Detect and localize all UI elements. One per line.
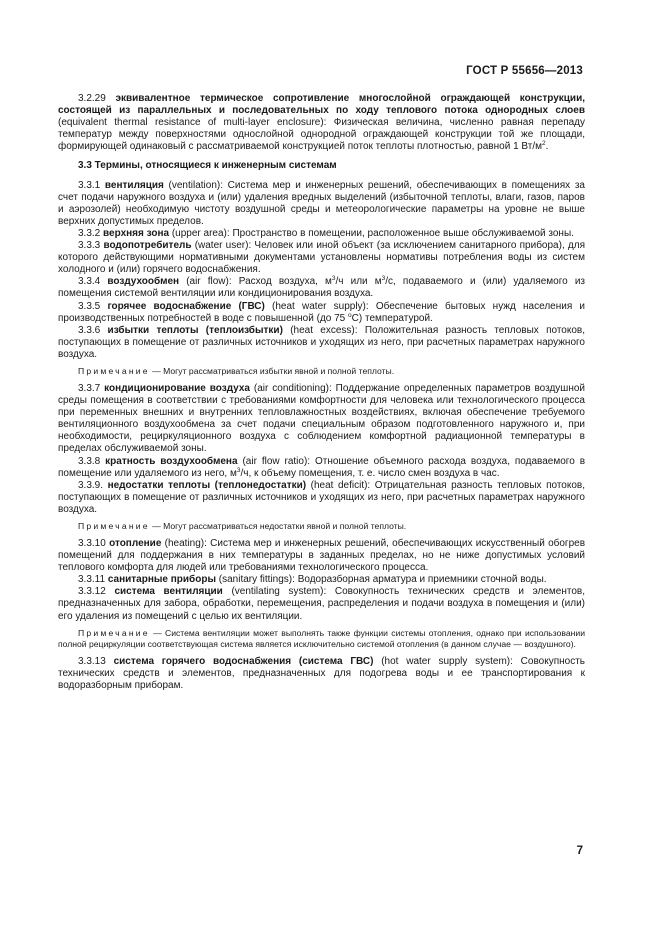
term: система вентиляции — [114, 586, 223, 598]
definition: (sanitary fittings): Водоразборная арматура и приемники сточной воды. — [216, 574, 547, 586]
note-3-3-12 — [58, 628, 585, 650]
entry-number: 3.3.13 — [78, 655, 106, 667]
note-text: — Система вентиляции может выполнять также функции системы отопления, однако при использовании полной рециркуляции соответствующая система является исключительно системой отопления (в данном случае — воздушного). — [58, 627, 585, 649]
note-label: Примечание — [78, 627, 150, 638]
entry-number: 3.3.5 — [78, 300, 101, 312]
entry-number: 3.3.3 — [78, 240, 101, 252]
note-3-3-6 — [58, 366, 585, 377]
term: отопление — [109, 538, 162, 549]
entry-number: 3.3.1 — [78, 179, 101, 191]
definition: (heat excess): Положительная разность тепловых потоков, поступающих в помещение от различных источников и уходящих из него, при расчетных параметрах наружного воздуха. — [58, 324, 585, 360]
superscript: 3 — [381, 275, 386, 283]
document-body — [58, 93, 585, 692]
term: эквивалентное термическое сопротивление многослойной ограждающей конструкции, состоящей из параллельных и последовательных по ходу теплового потока однородных слоев — [58, 93, 585, 117]
term-entry-3-3-5 — [58, 301, 585, 325]
term: санитарные приборы — [107, 574, 216, 586]
entry-number: 3.3.11 — [78, 574, 106, 586]
definition: (water user): Человек или иной объект (за исключением санитарного прибора), для которого действующими нормативными документами установлены нормативы потребления воды из систем холодного и (или) горячего водоснабжения. — [58, 240, 585, 276]
term-entry-3-3-12 — [58, 586, 585, 622]
term-entry-3-3-7 — [58, 383, 585, 456]
superscript: 2 — [541, 140, 546, 148]
term-entry-3-3-1 — [58, 180, 585, 228]
term: вентиляция — [104, 179, 164, 191]
term: кратность воздухообмена — [105, 455, 238, 467]
entry-number: 3.3.9. — [78, 479, 104, 491]
term-entry-3-2-29 — [58, 93, 585, 153]
term-entry-3-3-4 — [58, 276, 585, 300]
definition-end: С) температурой. — [351, 312, 433, 324]
term: кондиционирование воздуха — [104, 382, 250, 394]
term-entry-3-3-13 — [58, 656, 585, 692]
entry-number: 3.3.10 — [78, 538, 106, 549]
entry-number: 3.3.6 — [78, 324, 101, 336]
definition: (ventilation): Система мер и инженерных решений, обеспечивающих в помещениях за счет подачи наружного воздуха и (или) удаления вредных выделений (избыточной теплоты, влаги, газов, паров и аэрозолей) необходимую чистоту воздушной среды и метеорологические параметры на уровне не выше верхних допустимых пределов. — [58, 179, 585, 227]
term: верхняя зона — [103, 227, 170, 239]
section-heading-3-3: 3.3 Термины, относящиеся к инженерным системам — [78, 160, 337, 172]
entry-number: 3.3.8 — [78, 455, 101, 467]
definition-end: /ч, к объему помещения, т. е. число смен воздуха в час. — [240, 467, 500, 479]
term: избытки теплоты (теплоизбытки) — [107, 324, 283, 336]
definition-end: . — [545, 141, 549, 153]
definition: (hot water supply system): Совокупность технических средств и элементов, предназначенных для подогрева воды и ее транспортирования к водоразборным приборам. — [58, 655, 585, 691]
definition: (equivalent thermal resistance of multi-layer enclosure): Физическая величина, численно равная перепаду температур между поверхностями однослойной однородной ограждающей конструкции той же площади, формирующей одинаковый с рассматриваемой конструкцией поток теплоты плотностью, равной 1 Вт/м — [58, 117, 585, 153]
superscript: 3 — [331, 275, 336, 283]
note-label: Примечание — [78, 521, 150, 531]
definition-end: /с, подаваемого и (или) удаляемого из помещения системой вентиляции или кондиционирования воздуха. — [58, 276, 586, 300]
entry-number: 3.3.12 — [78, 586, 106, 598]
term: недостатки теплоты (теплонедостатки) — [107, 479, 307, 491]
definition: (air flow): Расход воздуха, м — [179, 276, 332, 288]
note-3-3-9 — [58, 521, 585, 532]
definition: (upper area): Пространство в помещении, расположенное выше обслуживаемой зоны. — [169, 227, 574, 239]
definition: (air flow ratio): Отношение объемного расхода воздуха, подаваемого в помещение или удаляемого из него, м — [58, 455, 586, 479]
definition: (air conditioning): Поддержание определенных параметров воздушной среды помещения в соответствии с требованиями комфортности для человека или технологического процесса при переменных внешних и внутренних тепловлажностных воздействиях, включая обеспечение требуемого вентиляционного воздухообмена за счет подачи специальным образом подготовленного наружного и, при необходимости, рециркуляционного воздуха с соблюдением комфортной радиационной температуры в пределах обслуживаемой зоны. — [58, 382, 585, 455]
entry-number: 3.3.2 — [78, 227, 101, 239]
page-number: 7 — [576, 845, 583, 857]
term-entry-3-3-11 — [58, 574, 585, 586]
term-entry-3-3-9 — [58, 480, 585, 516]
term: горячее водоснабжение (ГВС) — [107, 300, 265, 312]
term: водопотребитель — [103, 240, 192, 252]
term-entry-3-3-10 — [58, 538, 585, 574]
note-text: — Могут рассматриваться недостатки явной и полной теплоты. — [149, 521, 407, 531]
note-label: Примечание — [78, 365, 150, 376]
superscript: 3 — [236, 466, 241, 474]
definition-part: /ч или м — [335, 276, 382, 288]
term-entry-3-3-6 — [58, 325, 585, 361]
entry-number: 3.3.7 — [78, 382, 101, 394]
entry-number: 3.3.4 — [78, 276, 101, 288]
definition: (heat deficit): Отрицательная разность тепловых потоков, поступающих в помещение от различных источников и уходящих из него, при расчетных параметрах наружного воздуха. — [58, 479, 585, 515]
entry-number: 3.2.29 — [78, 93, 106, 104]
definition: (heat water supply): Обеспечение бытовых нужд населения и производственных потребностей в воде с повышенной (до 75 — [58, 300, 586, 324]
term-entry-3-3-2 — [58, 228, 585, 240]
term: воздухообмен — [107, 276, 180, 288]
definition: (ventilating system): Совокупность технических средств и элементов, предназначенных для забора, обработки, перемещения, распределения и подачи воздуха в помещения и (или) его удаления из помещений с целью их вентиляции. — [58, 586, 586, 622]
document-header: ГОСТ Р 55656—2013 — [466, 65, 583, 77]
superscript: о — [348, 311, 352, 319]
term-entry-3-3-8 — [58, 456, 585, 480]
term: система горячего водоснабжения (система ГВС) — [113, 655, 374, 667]
note-text: — Могут рассматриваться избытки явной и полной теплоты. — [149, 365, 395, 376]
definition: (heating): Система мер и инженерных решений, обеспечивающих искусственный обогрев помещений для поддержания в них температуры в заданных пределах, но не ниже допустимых условий теплового комфорта для людей или требованиями технологического процесса. — [58, 538, 586, 574]
term-entry-3-3-3 — [58, 240, 585, 276]
